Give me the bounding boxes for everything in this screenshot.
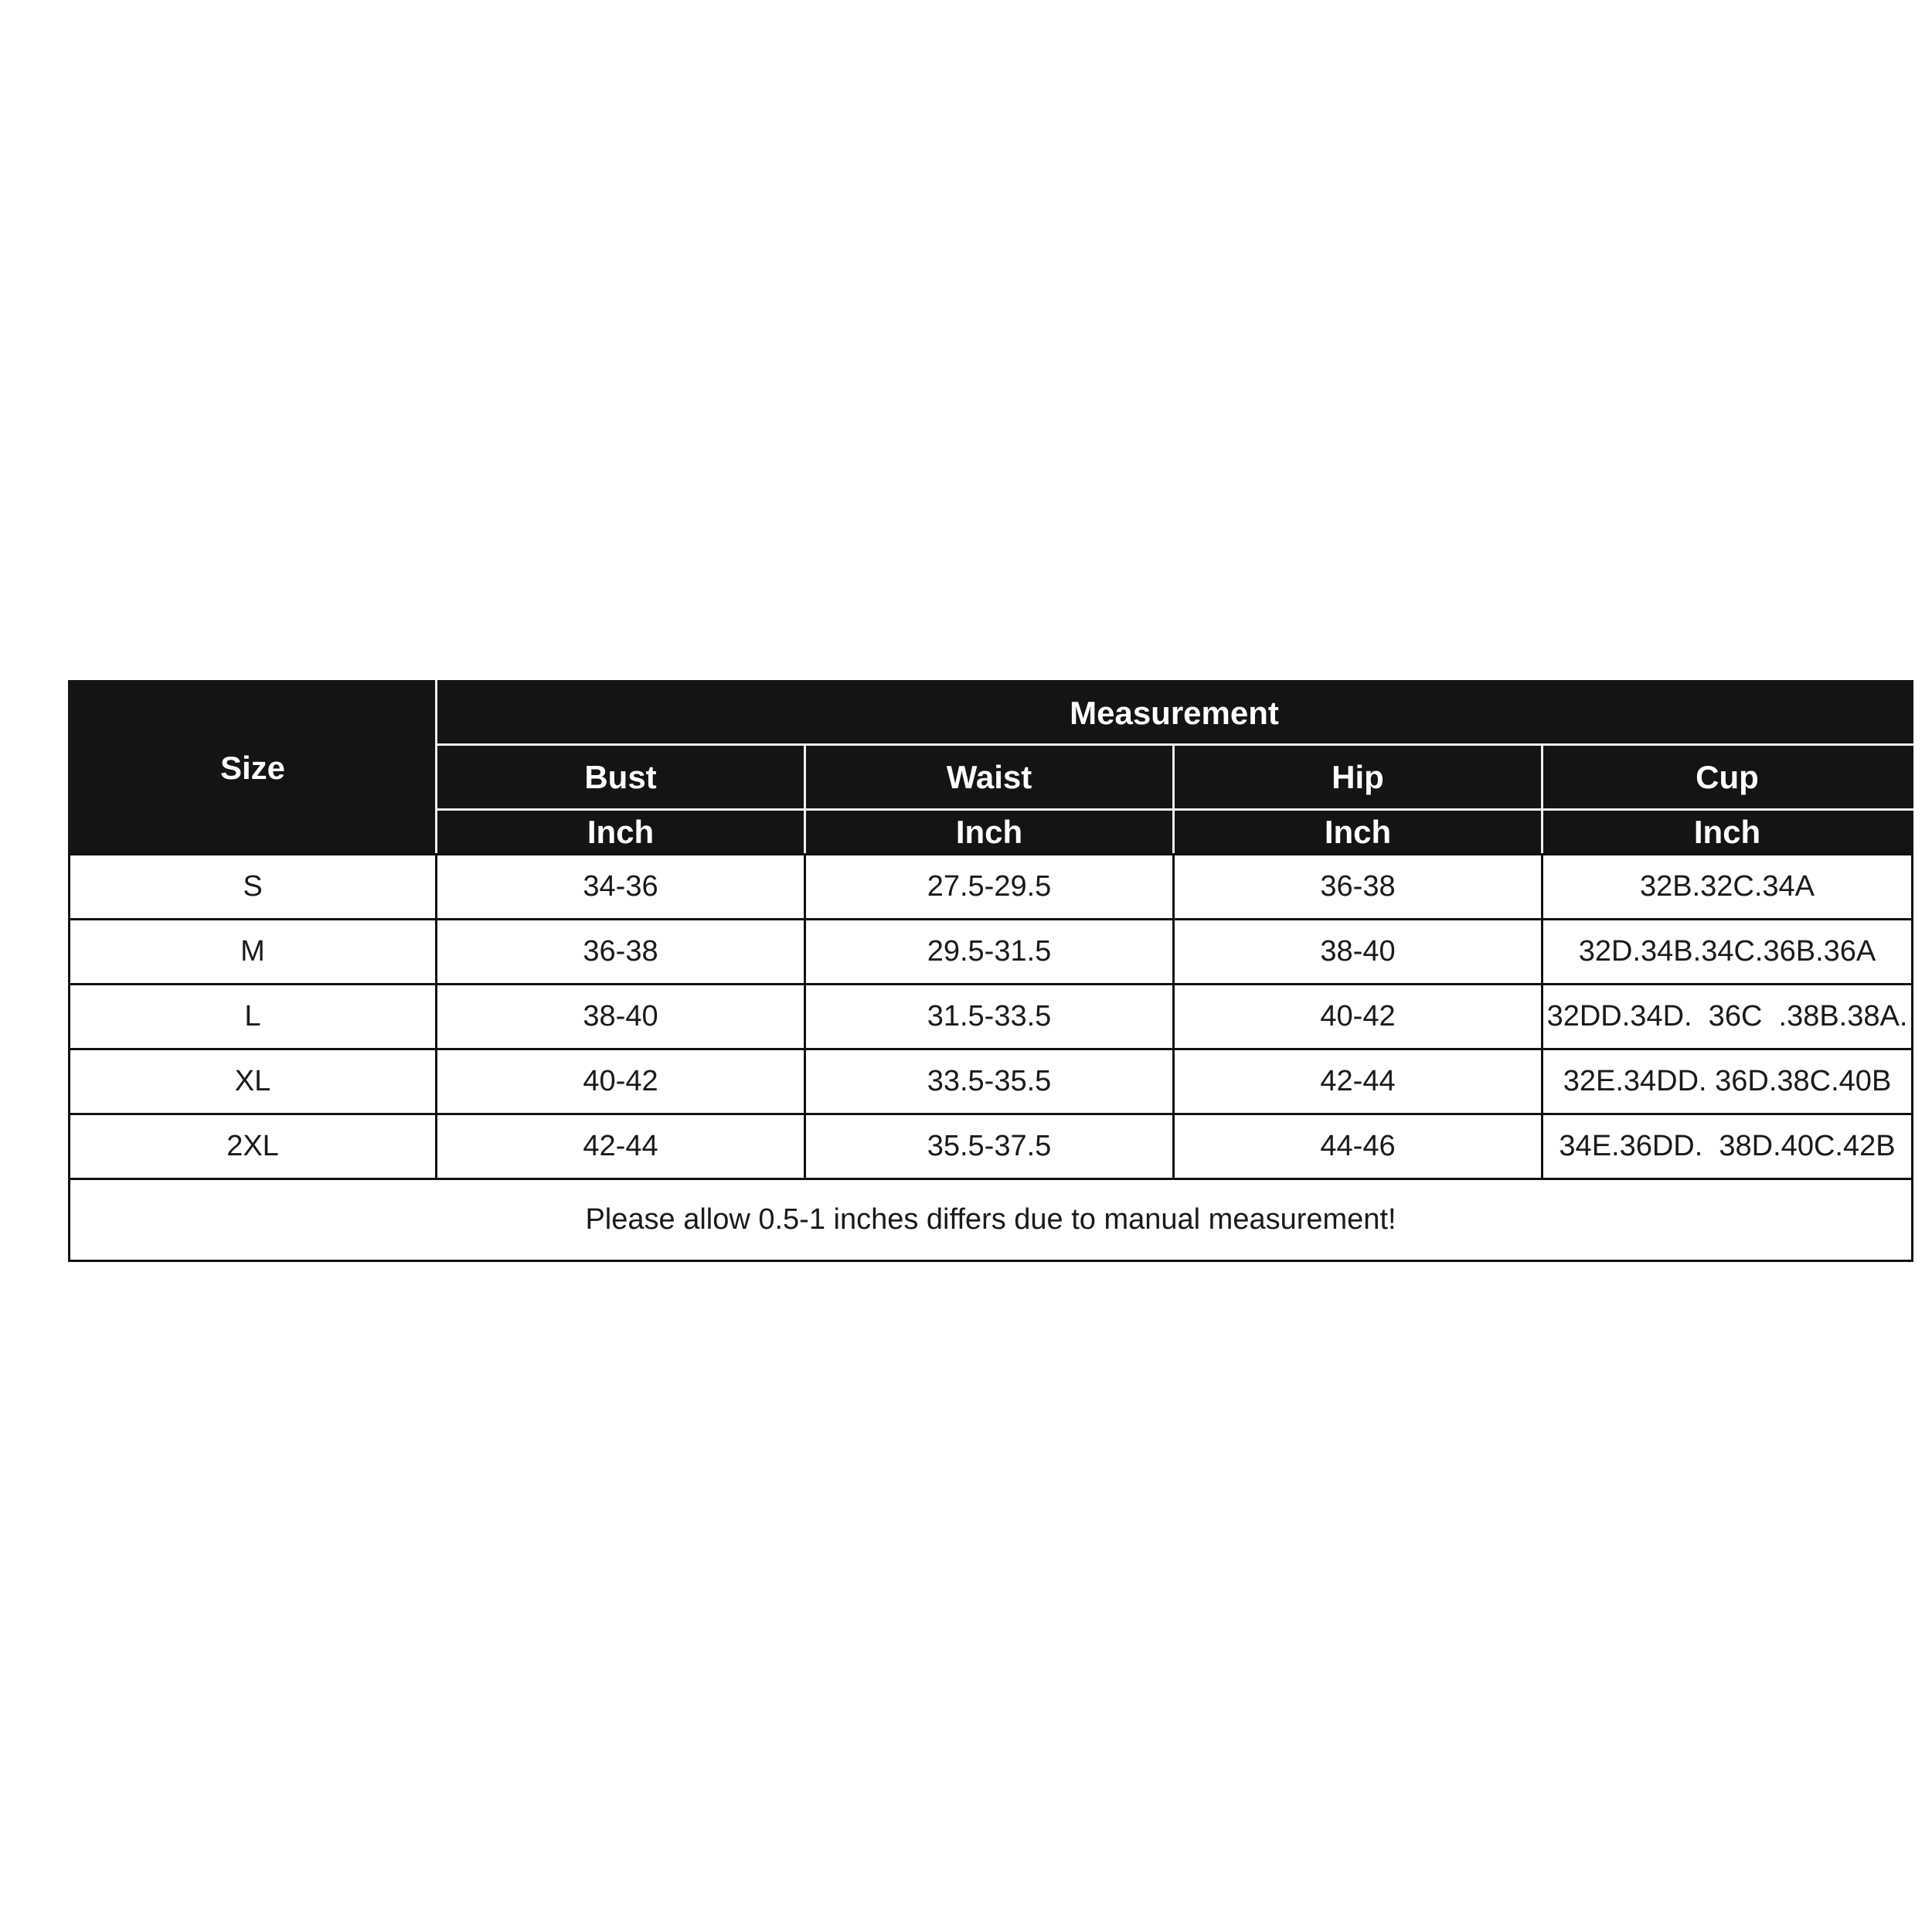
size-cell: XL bbox=[70, 1049, 437, 1114]
bust-cell: 34-36 bbox=[437, 855, 805, 920]
cup-cell: 32E.34DD. 36D.38C.40B bbox=[1543, 1049, 1913, 1114]
measurement-header: Measurement bbox=[437, 682, 1913, 745]
hip-cell: 42-44 bbox=[1174, 1049, 1543, 1114]
hip-unit: Inch bbox=[1174, 810, 1543, 855]
size-cell: S bbox=[70, 855, 437, 920]
waist-cell: 29.5-31.5 bbox=[805, 920, 1174, 985]
waist-cell: 33.5-35.5 bbox=[805, 1049, 1174, 1114]
cup-cell: 32DD.34D. 36C .38B.38A. bbox=[1543, 985, 1913, 1049]
bust-cell: 40-42 bbox=[437, 1049, 805, 1114]
size-header: Size bbox=[70, 682, 437, 855]
hip-header: Hip bbox=[1174, 745, 1543, 810]
note-row bbox=[70, 1179, 1913, 1261]
hip-cell: 38-40 bbox=[1174, 920, 1543, 985]
measurement-note: Please allow 0.5-1 inches differs due to manual measurement! bbox=[70, 1179, 1913, 1261]
waist-cell: 35.5-37.5 bbox=[805, 1114, 1174, 1179]
size-cell: M bbox=[70, 920, 437, 985]
table-row bbox=[70, 1114, 1913, 1179]
cup-cell: 34E.36DD. 38D.40C.42B bbox=[1543, 1114, 1913, 1179]
waist-header: Waist bbox=[805, 745, 1174, 810]
table-row bbox=[70, 985, 1913, 1049]
header-row-group bbox=[70, 682, 1913, 745]
hip-cell: 36-38 bbox=[1174, 855, 1543, 920]
cup-header: Cup bbox=[1543, 745, 1913, 810]
cup-cell: 32B.32C.34A bbox=[1543, 855, 1913, 920]
hip-cell: 44-46 bbox=[1174, 1114, 1543, 1179]
bust-unit: Inch bbox=[437, 810, 805, 855]
table-row bbox=[70, 920, 1913, 985]
table-row bbox=[70, 1049, 1913, 1114]
waist-cell: 31.5-33.5 bbox=[805, 985, 1174, 1049]
size-chart-table bbox=[68, 680, 1913, 1262]
bust-cell: 36-38 bbox=[437, 920, 805, 985]
waist-cell: 27.5-29.5 bbox=[805, 855, 1174, 920]
table-row bbox=[70, 855, 1913, 920]
bust-cell: 38-40 bbox=[437, 985, 805, 1049]
bust-cell: 42-44 bbox=[437, 1114, 805, 1179]
hip-cell: 40-42 bbox=[1174, 985, 1543, 1049]
bust-header: Bust bbox=[437, 745, 805, 810]
cup-unit: Inch bbox=[1543, 810, 1913, 855]
size-cell: L bbox=[70, 985, 437, 1049]
waist-unit: Inch bbox=[805, 810, 1174, 855]
cup-cell: 32D.34B.34C.36B.36A bbox=[1543, 920, 1913, 985]
size-cell: 2XL bbox=[70, 1114, 437, 1179]
